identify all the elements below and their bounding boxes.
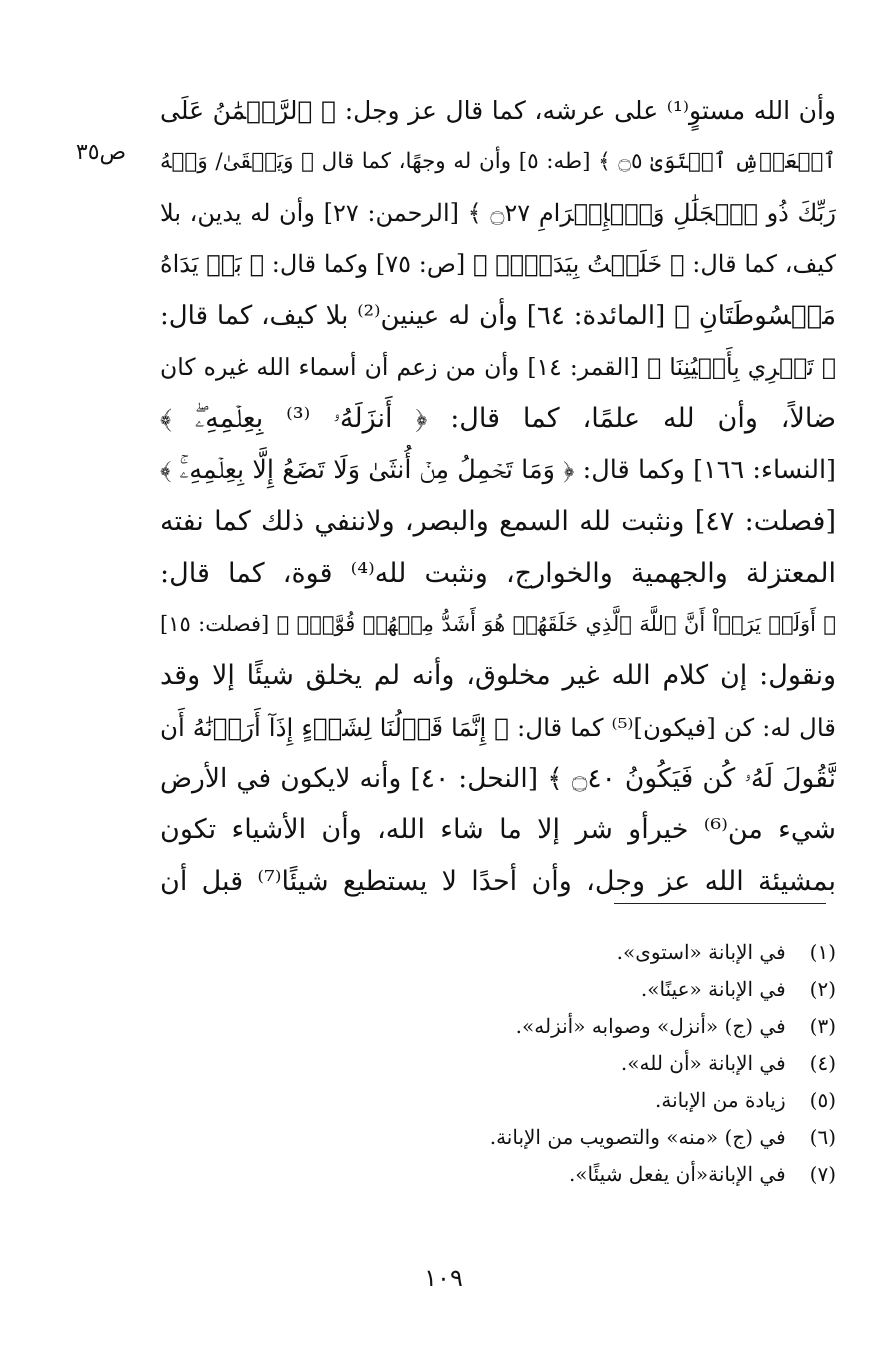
text-line: نَّقُولَ لَهُۥ كُن فَيَكُونُ ۝٤٠ ﴾ [النحل: ٤٠] وأنه لايكون في الأرض [160,763,836,795]
footnote-text: في (ج) «منه» والتصويب من الإبانة. [489,1125,786,1149]
footnote-text: زيادة من الإبانة. [655,1088,786,1112]
footnote-number: (٤) [809,1051,836,1075]
page-number: ١٠٩ [424,1264,463,1292]
text-line: ٱلۡعَرۡشِ ٱسۡتَوَىٰ ۝٥ ﴾ [طه: ٥] وأن له وجهًا، كما قال ﴿ وَيَبۡقَىٰ/ وَجۡهُ [160,149,836,175]
footnote-separator [614,903,826,904]
text-line: وأن الله مستوٍ⁽¹⁾ على عرشه، كما قال عز وجل: ﴿ ٱلرَّحۡمَٰنُ عَلَى [160,96,836,125]
text-line: قال له: كن [فيكون]⁽⁵⁾ كما قال: ﴿ إِنَّمَا قَوۡلُنَا لِشَيۡءٍ إِذَآ أَرَدۡنَٰهُ أَن [160,712,836,742]
footnote-item [300,1156,836,1193]
footnote-number: (٧) [809,1162,836,1186]
text-line: بمشيئة الله عز وجل، وأن أحدًا لا يستطيع شيئًا⁽⁷⁾ قبل أن [160,865,836,897]
footnote-text: في (ج) «أنزل» وصوابه «أنزله». [515,1014,786,1038]
footnote-text: في الإبانة «عينًا». [640,977,786,1001]
footnote-item [300,1008,836,1045]
footnote-text: في الإبانة «أن لله». [620,1051,786,1075]
text-line: ﴿ تَجۡرِي بِأَعۡيُنِنَا ﴾ [القمر: ١٤] وأن من زعم أن أسماء الله غيره كان [160,352,836,381]
main-text-block [160,85,836,907]
footnote-item [300,971,836,1008]
text-line: كيف، كما قال: ﴿ خَلَقۡتُ بِيَدَيَّۖ ﴾ [ص: ٧٥] وكما قال: ﴿ بَلۡ يَدَاهُ [160,250,836,279]
margin-page-reference: ص٣٥ [75,140,127,165]
text-line: [فصلت: ٤٧] ونثبت لله السمع والبصر، ولاننفي ذلك كما نفته [160,506,836,538]
footnote-item [300,934,836,971]
text-line: [النساء: ١٦٦] وكما قال: ﴿ وَمَا تَحۡمِلُ مِنۡ أُنثَىٰ وَلَا تَضَعُ إِلَّا بِعِلۡمِهِۦۚ ﴾ [160,454,836,485]
footnote-item [300,1119,836,1156]
footnote-item [300,1082,836,1119]
footnote-number: (٥) [809,1088,836,1112]
text-line: ضالاً، وأن لله علمًا، كما قال: ﴿ أَنزَلَهُۥ ⁽³⁾ بِعِلۡمِهِۦۖ ﴾ [160,403,836,435]
footnotes-list [300,934,836,1193]
footnote-text: في الإبانة «استوى». [616,940,786,964]
footnote-item [300,1045,836,1082]
text-line: المعتزلة والجهمية والخوارج، ونثبت لله⁽⁴⁾ قوة، كما قال: [160,557,836,589]
text-line: ونقول: إن كلام الله غير مخلوق، وأنه لم يخلق شيئًا إلا وقد [160,660,836,692]
footnote-number: (١) [809,940,836,964]
text-line: شيء من⁽⁶⁾ خيرأو شر إلا ما شاء الله، وأن الأشياء تكون [160,814,836,846]
footnote-number: (٣) [809,1014,836,1038]
text-line: مَبۡسُوطَتَانِ ﴾ [المائدة: ٦٤] وأن له عينين⁽²⁾ بلا كيف، كما قال: [160,300,836,331]
text-line: ﴿ أَوَلَمۡ يَرَوۡاْ أَنَّ ٱللَّهَ ٱلَّذِي خَلَقَهُمۡ هُوَ أَشَدُّ مِنۡهُمۡ قُوَّةٗۖ ﴾ [فصلت: ١٥] [160,611,836,636]
footnote-text: في الإبانة«أن يفعل شيئًا». [568,1162,786,1186]
text-line: رَبِّكَ ذُو ٱلۡجَلَٰلِ وَٱلۡإِكۡرَامِ ۝٢٧ ﴾ [الرحمن: ٢٧] وأن له يدين، بلا [160,198,836,227]
footnote-number: (٢) [809,977,836,1001]
footnote-number: (٦) [809,1125,836,1149]
